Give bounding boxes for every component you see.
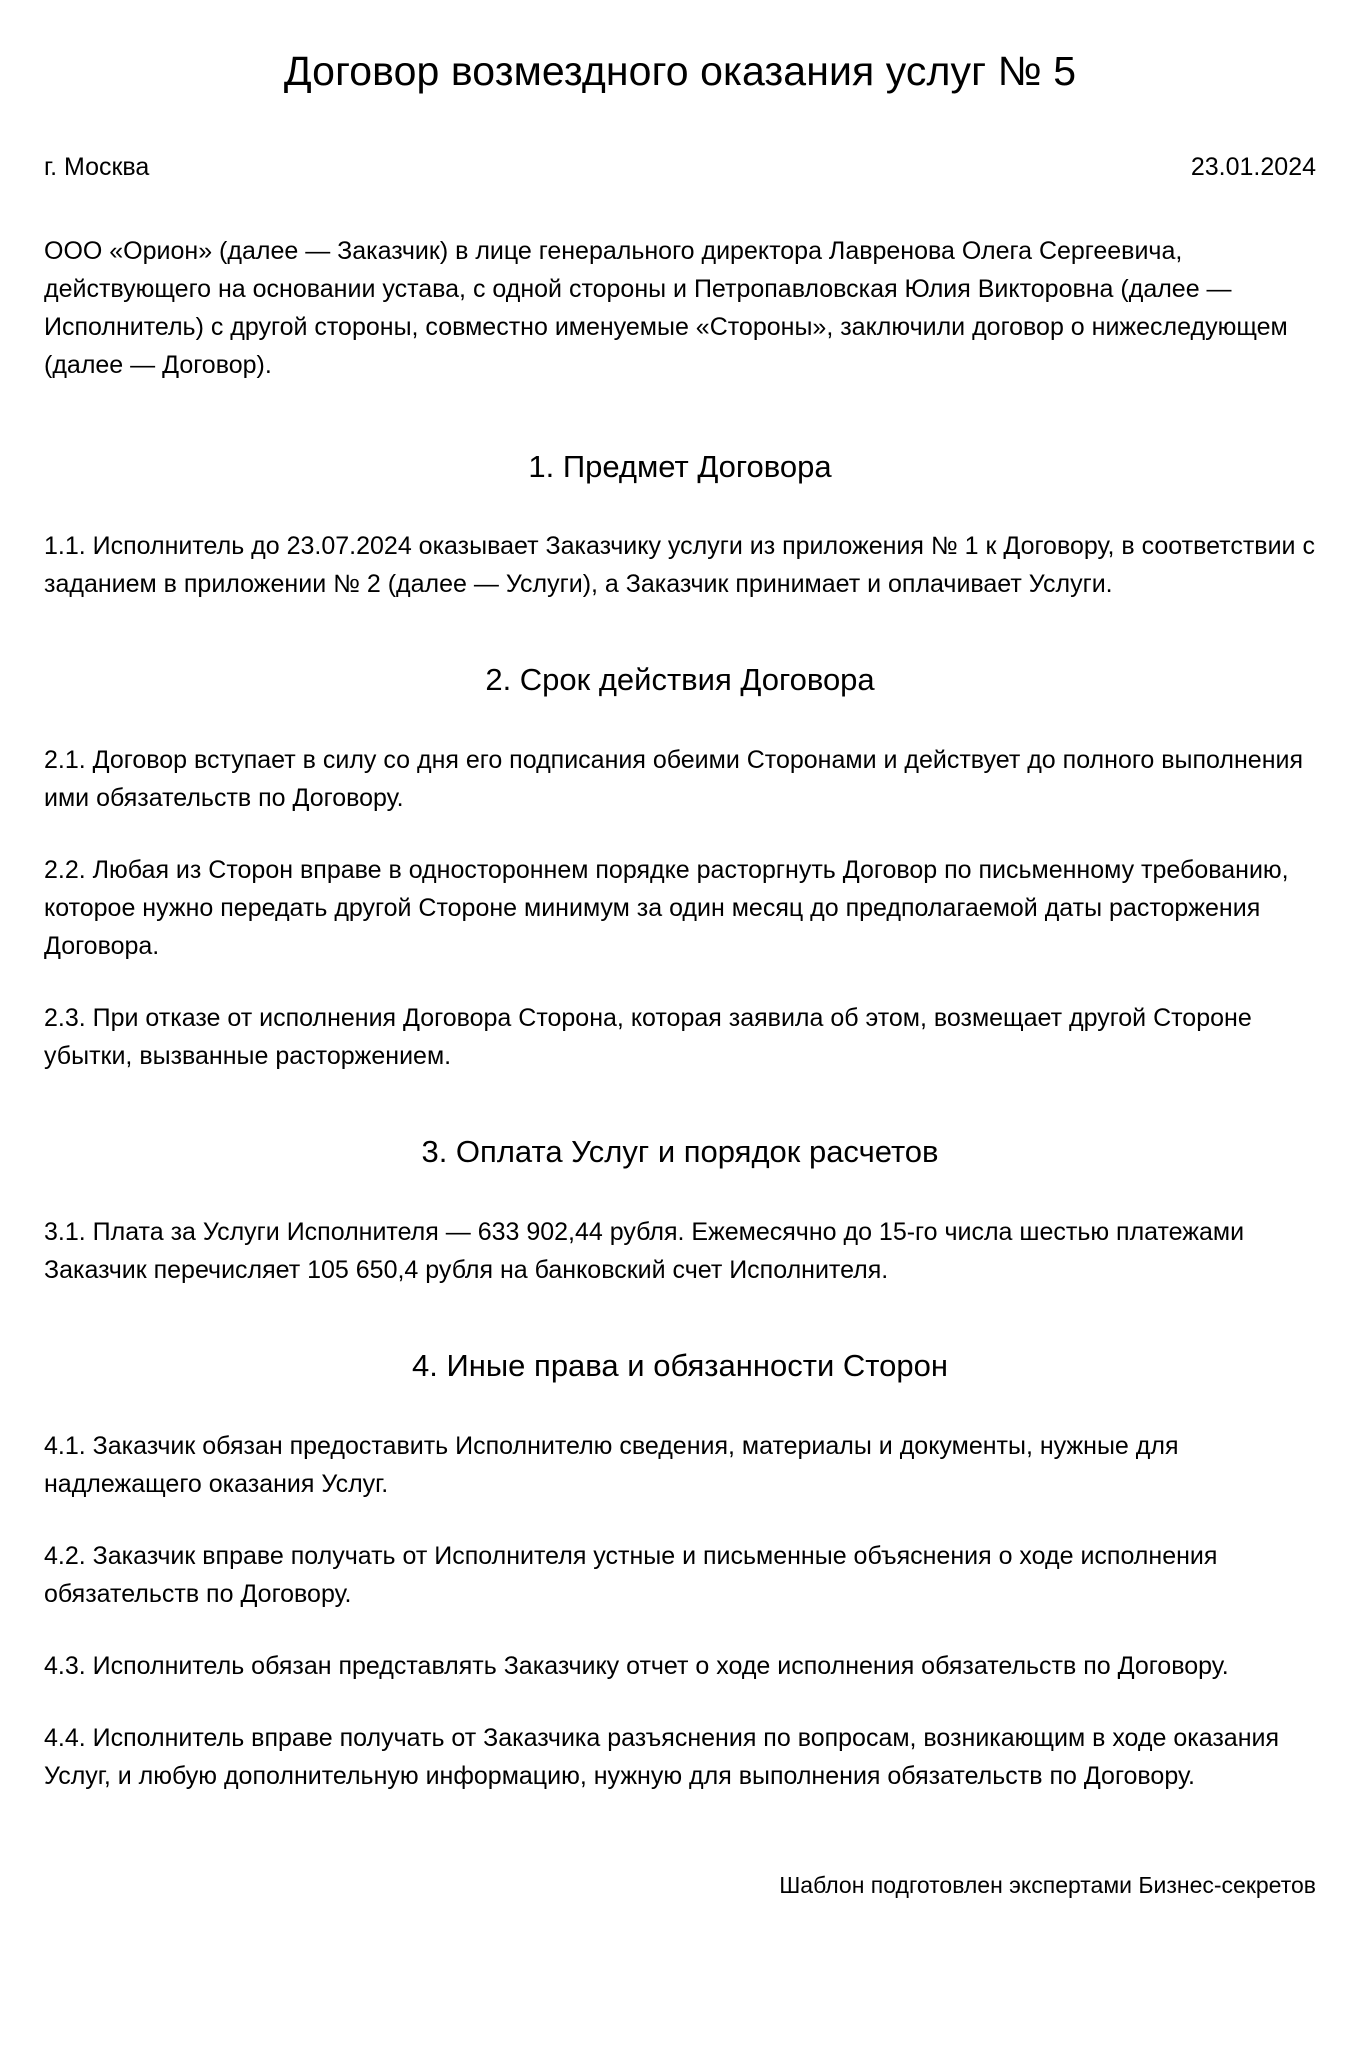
section-4-heading: 4. Иные права и обязанности Сторон: [412, 1348, 948, 1384]
clause-4-1: 4.1. Заказчик обязан предоставить Исполнителю сведения, материалы и документы, нужные для надлежащего оказания Услуг.: [44, 1431, 1179, 1498]
section-2: [44, 659, 1316, 1075]
section-4: [44, 1345, 1316, 1795]
clause-4-4: 4.4. Исполнитель вправе получать от Заказчика разъяснения по вопросам, возникающим в ходе оказания Услуг, и любую дополнительную информацию, нужную для выполнения обязательств по Договору.: [44, 1723, 1280, 1790]
clause-2-1: 2.1. Договор вступает в силу со дня его подписания обеими Сторонами и действует до полного выполнения ими обязательств по Договору.: [44, 746, 1304, 813]
clause-2-3: 2.3. При отказе от исполнения Договора Сторона, которая заявила об этом, возмещает другой Стороне убытки, вызванные расторжением.: [44, 1004, 1252, 1071]
clause-3-1: 3.1. Плата за Услуги Исполнителя — 633 902,44 рубля. Ежемесячно до 15-го числа шестью платежами Заказчик перечисляет 105 650,4 рубля на банковский счет Исполнителя.: [44, 1218, 1245, 1285]
footer-note: Шаблон подготовлен экспертами Бизнес-секретов: [779, 1871, 1316, 1898]
document-date: 23.01.2024: [1190, 153, 1316, 182]
clause-2-2: 2.2. Любая из Сторон вправе в одностороннем порядке расторгнуть Договор по письменному требованию, которое нужно передать другой Стороне минимум за один месяц до предполагаемой даты расторжения Договора.: [44, 856, 1289, 961]
section-1-heading: 1. Предмет Договора: [528, 448, 832, 484]
document-title: Договор возмездного оказания услуг № 5: [283, 48, 1077, 94]
document-city: г. Москва: [44, 153, 150, 182]
section-spacer: [44, 1095, 1316, 1131]
clause-4-3: 4.3. Исполнитель обязан представлять Заказчику отчет о ходе исполнения обязательств по Договору.: [44, 1651, 1229, 1680]
section-3: [44, 1131, 1316, 1289]
section-spacer: [44, 1309, 1316, 1345]
section-1: [44, 446, 1316, 604]
document-meta-row: [44, 149, 1316, 185]
section-3-heading: 3. Оплата Услуг и порядок расчетов: [421, 1134, 939, 1170]
section-2-heading: 2. Срок действия Договора: [485, 662, 875, 698]
section-spacer: [44, 623, 1316, 659]
clause-4-2: 4.2. Заказчик вправе получать от Исполнителя устные и письменные объяснения о ходе исполнения обязательств по Договору.: [44, 1541, 1218, 1608]
clause-1-1: 1.1. Исполнитель до 23.07.2024 оказывает Заказчику услуги из приложения № 1 к Договору, в соответствии с заданием в приложении № 2 (далее — Услуги), а Заказчик принимает и оплачивает Услуги.: [44, 532, 1315, 599]
document-preamble: ООО «Орион» (далее — Заказчик) в лице генерального директора Лавренова Олега Сергеевича, действующего на основании устава, с одной стороны и Петропавловская Юлия Викторовна (далее — Исполнитель) с другой стороны, совместно именуемые «Стороны», заключили договор о нижеследующем (далее — Договор).: [44, 236, 1288, 379]
